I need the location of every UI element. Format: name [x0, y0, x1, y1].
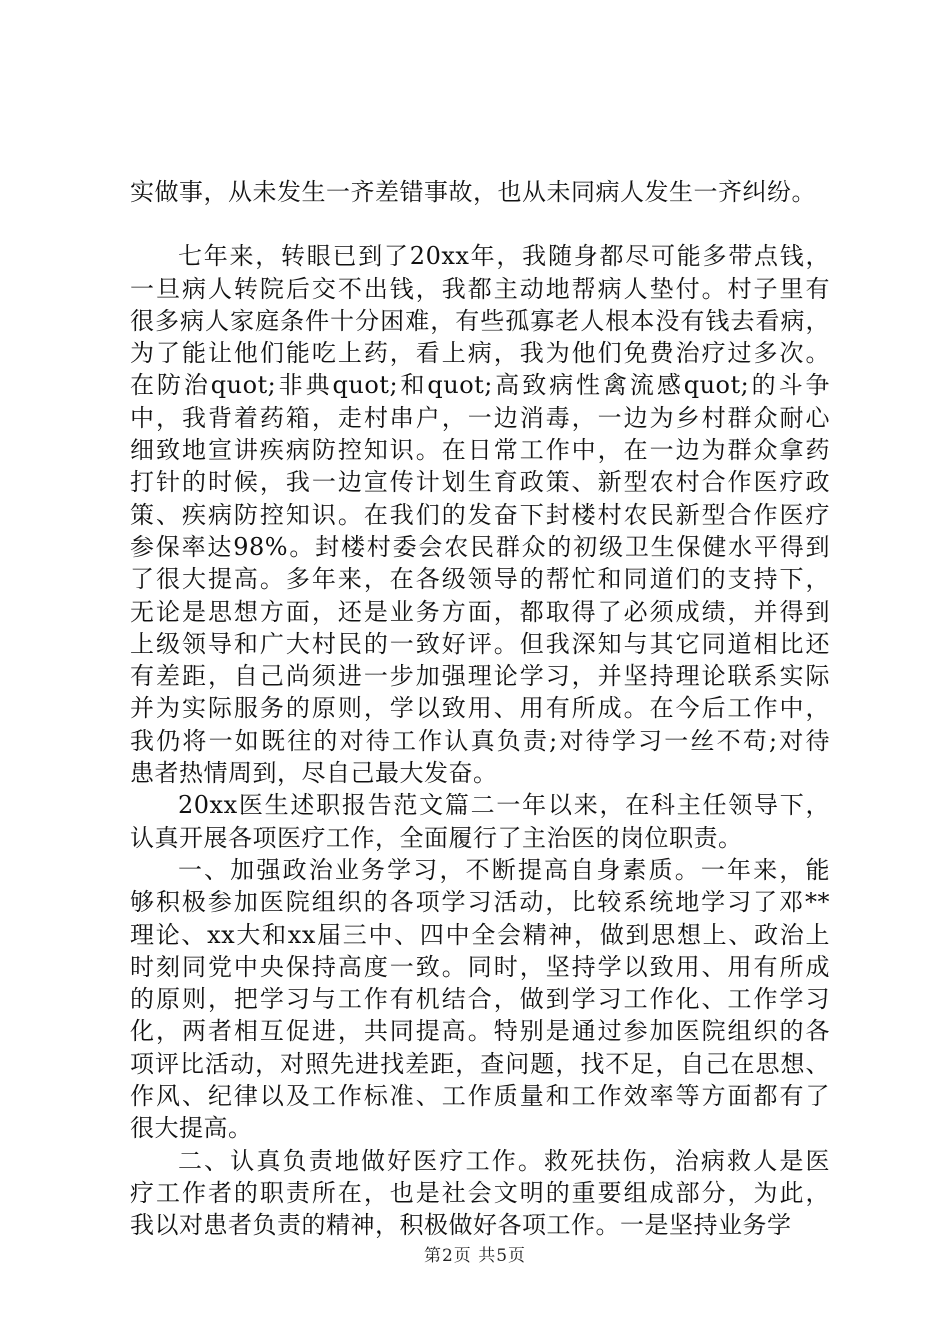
- text-line: 一旦病人转院后交不出钱，我都主动地帮病人垫付。村子里有: [130, 274, 830, 303]
- text-line: 认真开展各项医疗工作，全面履行了主治医的岗位职责。: [130, 823, 743, 852]
- paragraph-gap: [130, 208, 830, 240]
- text-line: 中，我背着药箱，走村串户，一边消毒，一边为乡村群众耐心: [130, 403, 830, 432]
- text-line: 疗工作者的职责所在，也是社会文明的重要组成部分，为此，: [130, 1178, 830, 1207]
- text-line: 二、认真负责地做好医疗工作。救死扶伤，治病救人是医: [178, 1146, 830, 1175]
- text-line: 实做事，从未发生一齐差错事故，也从未同病人发生一齐纠纷。: [130, 178, 816, 206]
- text-line: 理论、xx大和xx届三中、四中全会精神，做到思想上、政治上: [130, 920, 830, 949]
- paragraph: [130, 854, 830, 1145]
- text-line: 七年来，转眼已到了20xx年，我随身都尽可能多带点钱，: [178, 242, 830, 271]
- text-line: 为了能让他们能吃上药，看上病，我为他们免费治疗过多次。: [130, 339, 830, 368]
- text-line: 作风、纪律以及工作标准、工作质量和工作效率等方面都有了: [130, 1082, 830, 1111]
- paragraph: [130, 176, 830, 208]
- text-line: 了很大提高。多年来，在各级领导的帮忙和同道们的支持下，: [130, 565, 830, 594]
- text-line: 很大提高。: [130, 1114, 253, 1143]
- text-line: 在防治quot;非典quot;和quot;高致病性禽流感quot;的斗争: [130, 371, 830, 400]
- text-line: 一、加强政治业务学习，不断提高自身素质。一年来，能: [178, 855, 830, 884]
- text-line: 无论是思想方面，还是业务方面，都取得了必须成绩，并得到: [130, 597, 830, 626]
- text-line: 患者热情周到，尽自己最大发奋。: [130, 759, 498, 788]
- text-line: 上级领导和广大村民的一致好评。但我深知与其它同道相比还: [130, 629, 830, 658]
- text-line: 策、疾病防控知识。在我们的发奋下封楼村农民新型合作医疗: [130, 500, 830, 529]
- text-line: 化，两者相互促进，共同提高。特别是通过参加医院组织的各: [130, 1017, 830, 1046]
- text-line: 参保率达98%。封楼村委会农民群众的初级卫生保健水平得到: [130, 532, 830, 561]
- text-line: 细致地宣讲疾病防控知识。在日常工作中，在一边为群众拿药: [130, 436, 830, 465]
- text-line: 够积极参加医院组织的各项学习活动，比较系统地学习了邓**: [130, 888, 830, 917]
- text-line: 时刻同党中央保持高度一致。同时，坚持学以致用、用有所成: [130, 952, 830, 981]
- text-line: 打针的时候，我一边宣传计划生育政策、新型农村合作医疗政: [130, 468, 830, 497]
- text-line: 很多病人家庭条件十分困难，有些孤寡老人根本没有钱去看病，: [130, 306, 830, 335]
- text-line: 20xx医生述职报告范文篇二一年以来，在科主任领导下，: [178, 791, 830, 820]
- paragraph: [130, 789, 830, 854]
- text-line: 我以对患者负责的精神，积极做好各项工作。一是坚持业务学: [130, 1211, 792, 1240]
- text-line: 我仍将一如既往的对待工作认真负责;对待学习一丝不苟;对待: [130, 726, 830, 755]
- paragraph: [130, 1145, 830, 1242]
- paragraph: [130, 240, 830, 789]
- text-line: 项评比活动，对照先进找差距，查问题，找不足，自己在思想、: [130, 1049, 830, 1078]
- document-body: [130, 176, 830, 1242]
- text-line: 有差距，自己尚须进一步加强理论学习，并坚持理论联系实际: [130, 662, 830, 691]
- text-line: 的原则，把学习与工作有机结合，做到学习工作化、工作学习: [130, 985, 830, 1014]
- text-line: 并为实际服务的原则，学以致用、用有所成。在今后工作中，: [130, 694, 830, 723]
- page-footer: 第2页 共5页: [423, 1246, 527, 1266]
